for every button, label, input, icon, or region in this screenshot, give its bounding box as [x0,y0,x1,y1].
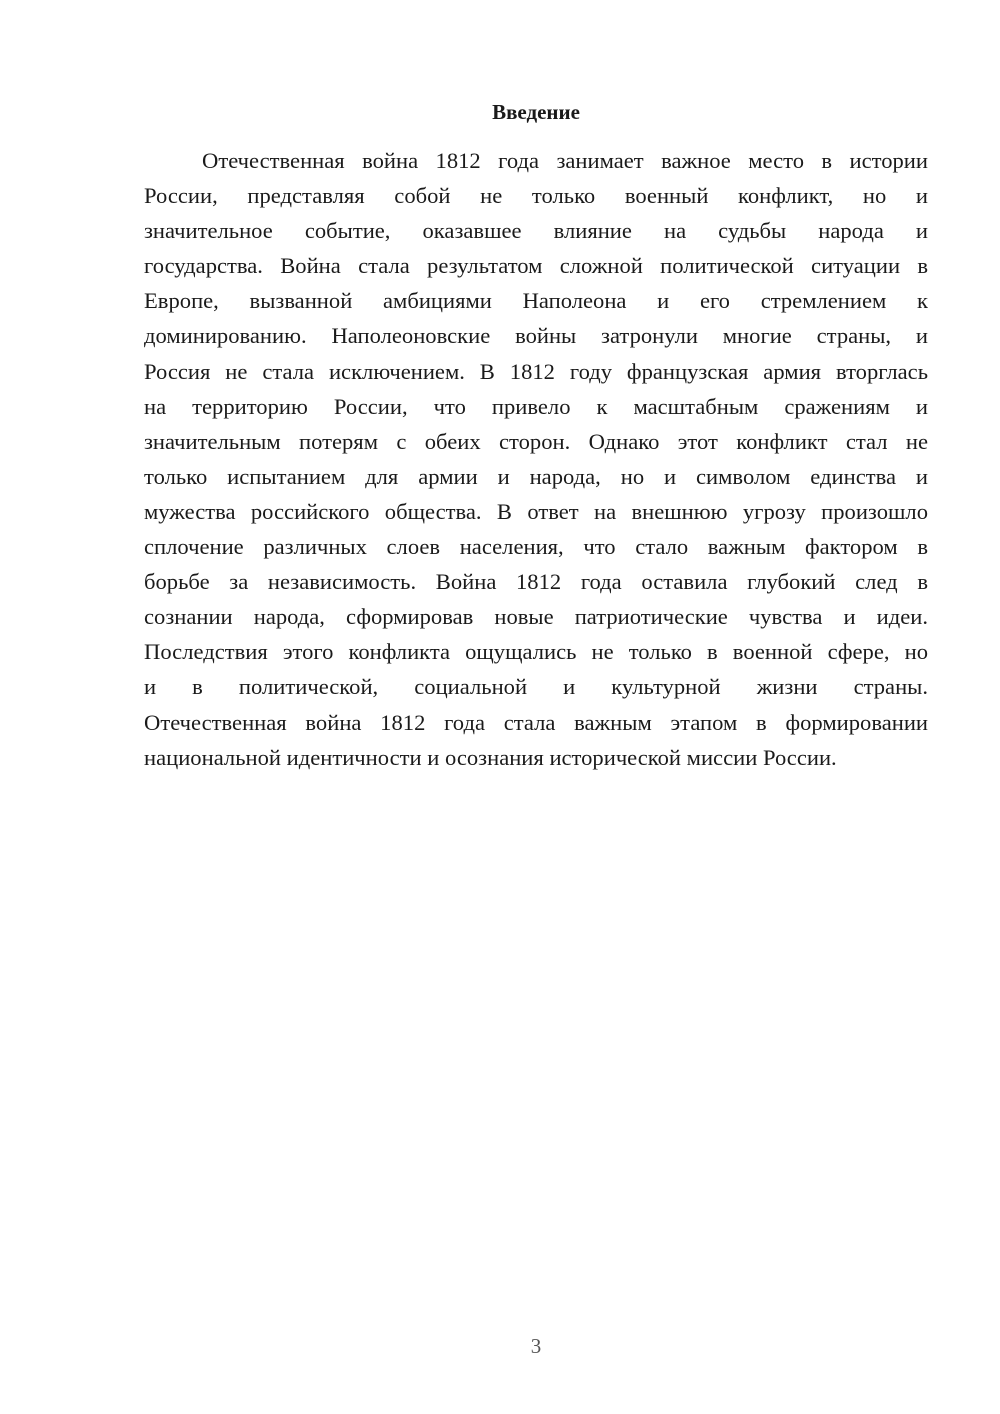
paragraph-line: сознании народа, сформировав новые патриотические чувства и идеи. [144,604,928,630]
paragraph-line: сплочение различных слоев населения, что стало важным фактором в [144,534,928,560]
paragraph-line: России, представляя собой не только военный конфликт, но и [144,183,928,209]
body-paragraph [144,143,928,775]
paragraph-line: значительное событие, оказавшее влияние на судьбы народа и [144,218,928,244]
paragraph-line: Европе, вызванной амбициями Наполеона и его стремлением к [144,288,928,314]
page-number: 3 [530,1334,542,1358]
paragraph-line: Последствия этого конфликта ощущались не только в военной сфере, но [144,639,928,665]
paragraph-line: и в политической, социальной и культурной жизни страны. [144,674,928,700]
section-heading: Введение [492,100,580,124]
paragraph-line: значительным потерям с обеих сторон. Однако этот конфликт стал не [144,428,928,454]
paragraph-line: борьбе за независимость. Война 1812 года оставила глубокий след в [144,569,928,595]
paragraph-line: государства. Война стала результатом сложной политической ситуации в [144,253,928,279]
paragraph-line: на территорию России, что привело к масштабным сражениям и [144,393,928,419]
paragraph-line: национальной идентичности и осознания исторической миссии России. [144,744,837,770]
paragraph-line: мужества российского общества. В ответ на внешнюю угрозу произошло [144,498,928,524]
paragraph-line: только испытанием для армии и народа, но и символом единства и [144,463,928,489]
paragraph-line: Отечественная война 1812 года стала важным этапом в формировании [144,709,928,735]
paragraph-line: доминированию. Наполеоновские войны затронули многие страны, и [144,323,928,349]
paragraph-line: Россия не стала исключением. В 1812 году французская армия вторглась [144,358,928,384]
paragraph-line: Отечественная война 1812 года занимает важное место в истории [202,148,928,173]
